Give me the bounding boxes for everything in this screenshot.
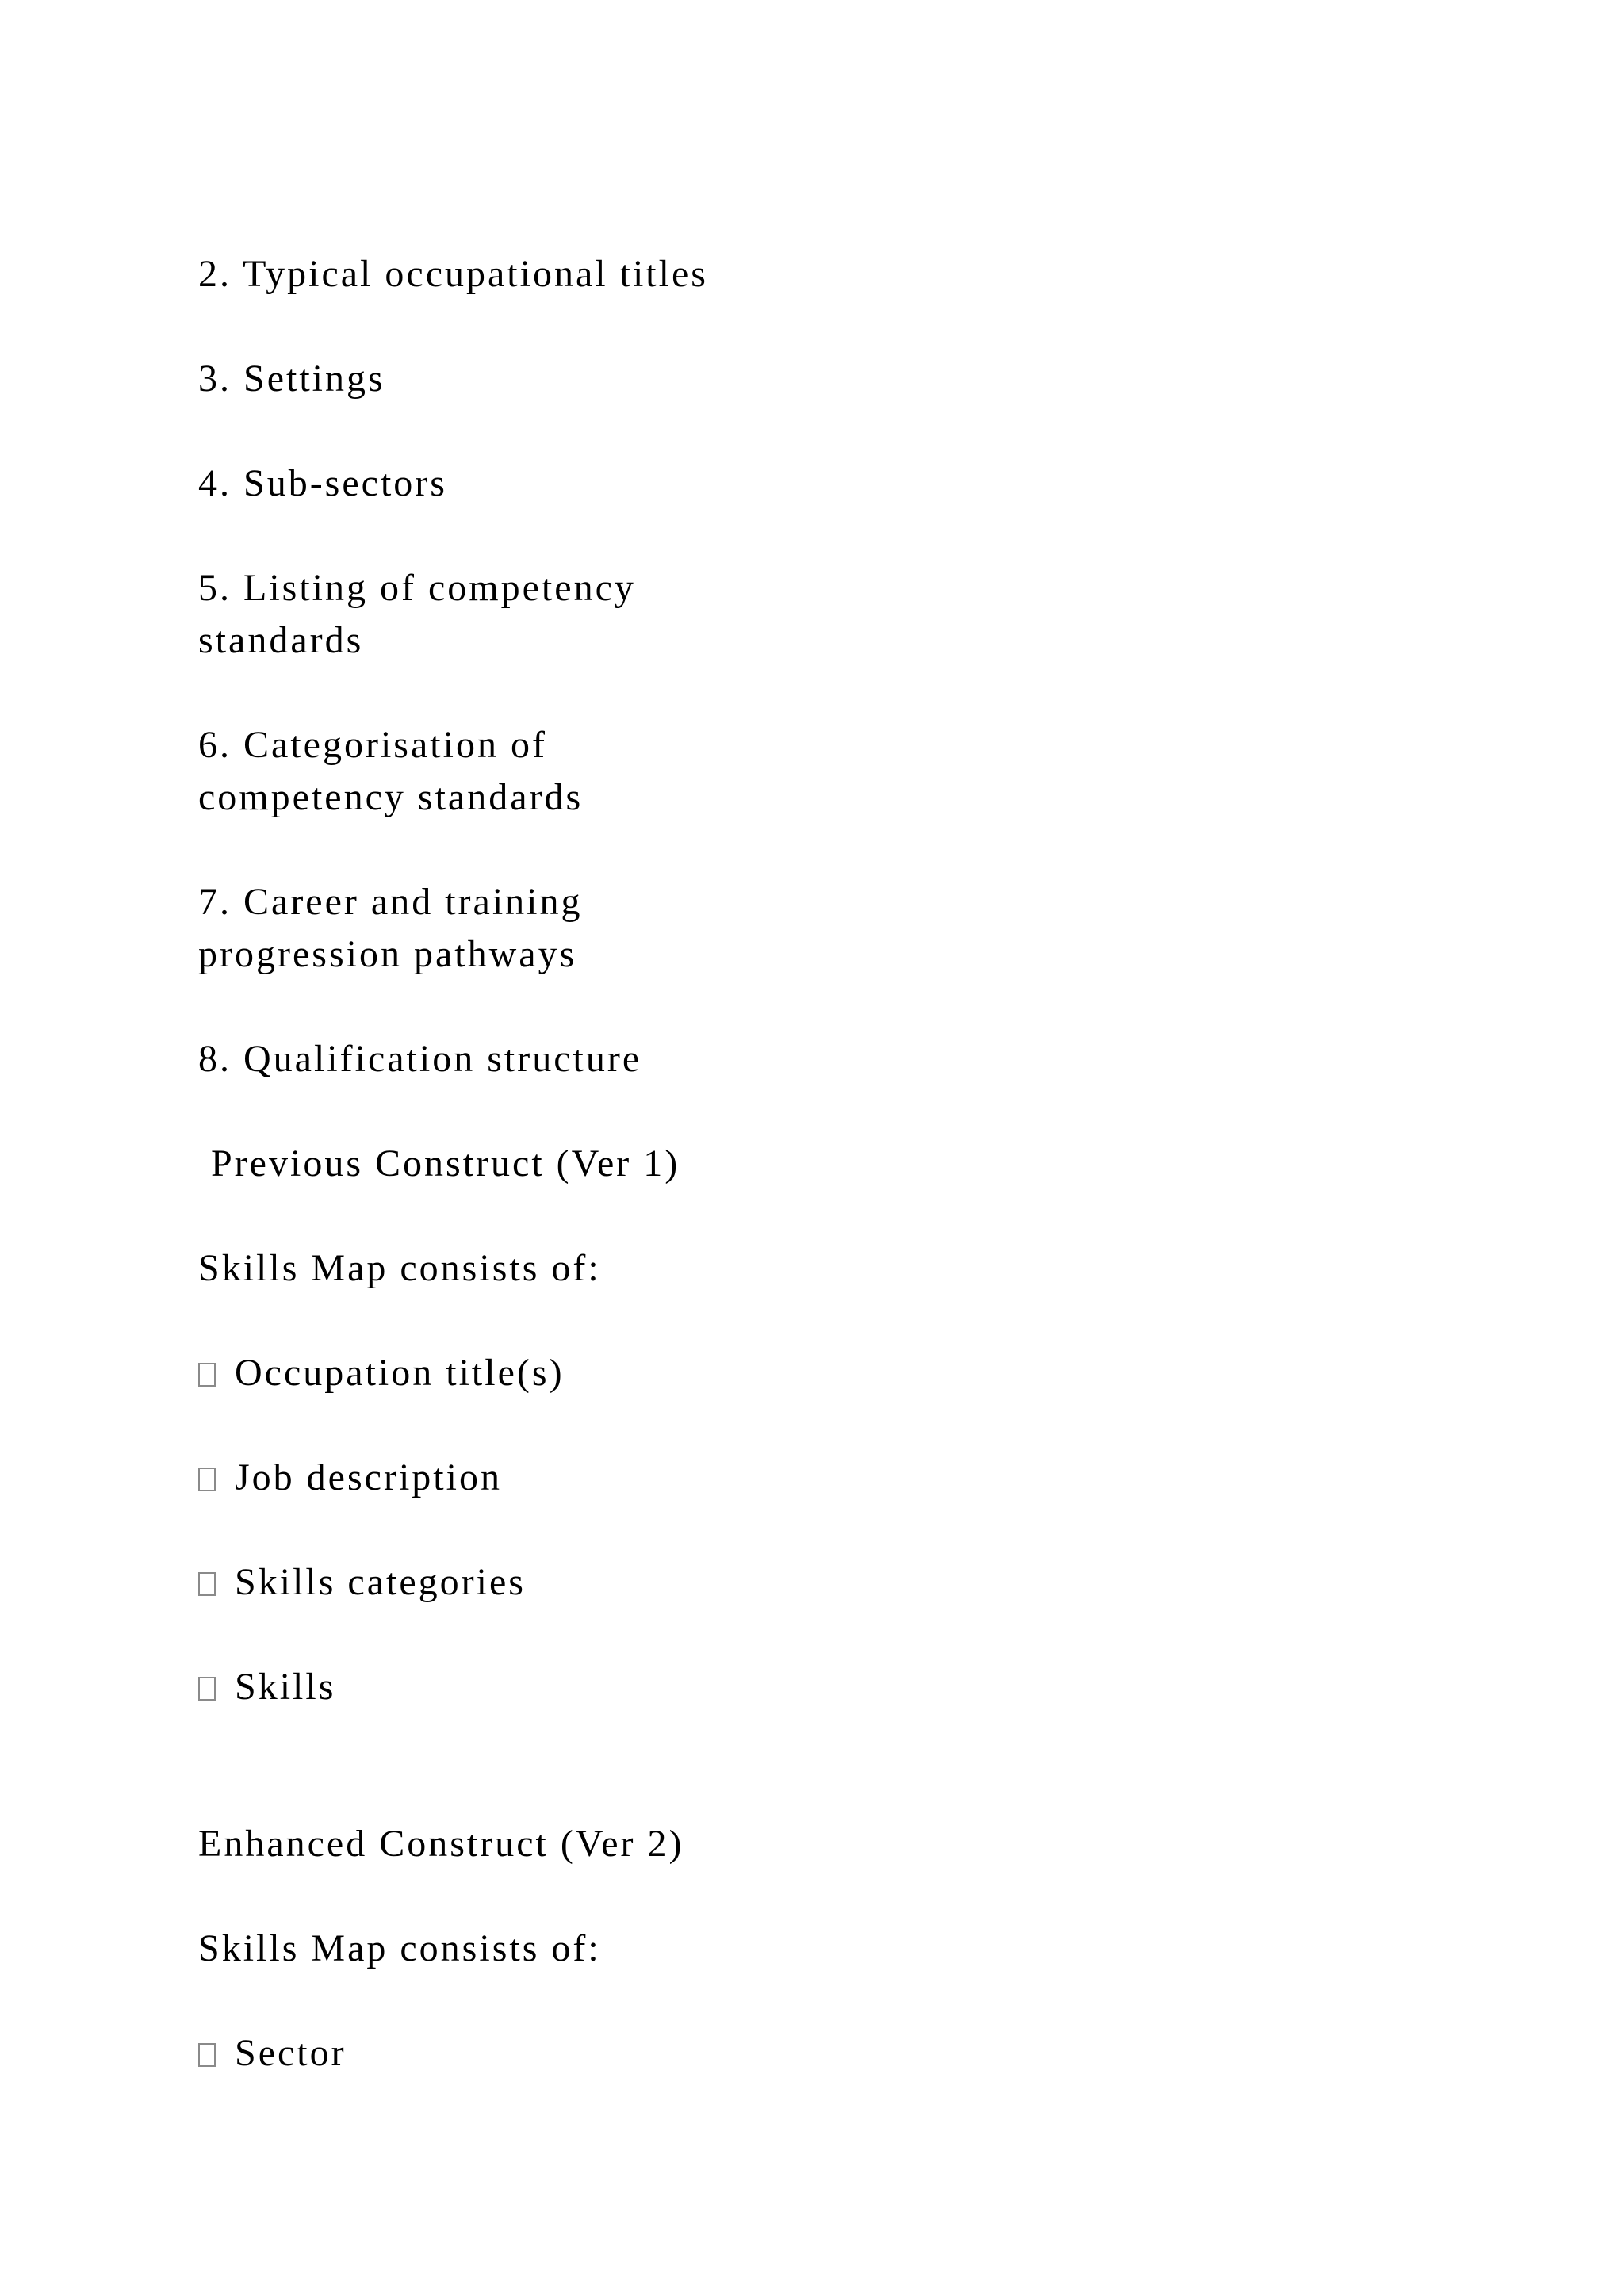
list-item-categorisation-line2: competency standards [198,776,584,818]
enhanced-construct-heading: Enhanced Construct (Ver 2) [198,1823,684,1865]
list-item-sub-sectors: 4. Sub-sectors [198,462,447,504]
list-item-typical-occupational-titles: 2. Typical occupational titles [198,253,708,295]
bullet-box-icon [198,2043,216,2067]
list-item-career-line2: progression pathways [198,933,577,975]
bullet-item [198,2027,347,2080]
bullet-box-icon [198,1468,216,1491]
bullet-box-icon [198,1572,216,1596]
bullet-text: Skills [235,1666,336,1708]
bullet-text: Job description [235,1456,502,1498]
list-item-qualification-structure: 8. Qualification structure [198,1038,642,1080]
bullet-item [198,1452,502,1504]
bullet-text: Skills categories [235,1561,526,1603]
list-item-listing-competency-line1: 5. Listing of competency [198,567,636,609]
list-item-categorisation-line1: 6. Categorisation of [198,724,547,766]
bullet-item [198,1556,526,1609]
bullet-item [198,1347,565,1399]
previous-construct-heading: Previous Construct (Ver 1) [211,1142,680,1184]
bullet-box-icon [198,1363,216,1387]
previous-skills-map-intro: Skills Map consists of: [198,1247,601,1289]
bullet-item [198,1661,335,1713]
bullet-text: Sector [235,2032,347,2074]
list-item-career-line1: 7. Career and training [198,881,583,923]
bullet-text: Occupation title(s) [235,1352,565,1394]
bullet-box-icon [198,1677,216,1701]
list-item-settings: 3. Settings [198,358,385,400]
list-item-listing-competency-line2: standards [198,619,364,661]
enhanced-skills-map-intro: Skills Map consists of: [198,1927,601,1969]
